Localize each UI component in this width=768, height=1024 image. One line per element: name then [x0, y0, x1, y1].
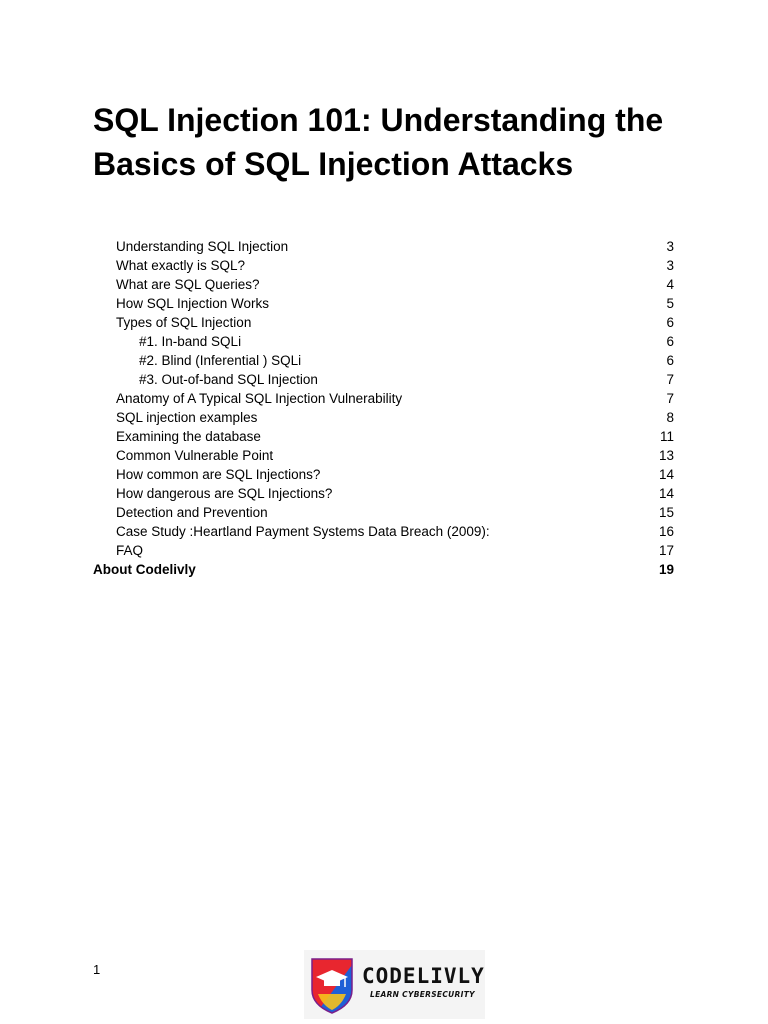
toc-entry[interactable] — [93, 446, 674, 465]
logo-wordmark: CODELIVLY — [362, 964, 485, 988]
toc-entry[interactable] — [93, 484, 674, 503]
toc-entry[interactable] — [93, 427, 674, 446]
toc-entry-page: 8 — [666, 410, 674, 425]
toc-entry-label: What exactly is SQL? — [116, 258, 246, 273]
toc-entry-page: 19 — [658, 562, 674, 577]
toc-entry-page: 6 — [666, 353, 674, 368]
toc-entry-page: 5 — [666, 296, 674, 311]
toc-entry[interactable] — [93, 332, 674, 351]
toc-entry-label: Case Study :Heartland Payment Systems Data Breach (2009): — [116, 524, 490, 539]
toc-entry[interactable] — [93, 370, 674, 389]
toc-entry-page: 16 — [658, 524, 674, 539]
toc-entry-label: Common Vulnerable Point — [116, 448, 274, 463]
toc-entry-page: 15 — [658, 505, 674, 520]
toc-entry-label: How common are SQL Injections? — [116, 467, 321, 482]
toc-entry-page: 13 — [658, 448, 674, 463]
toc-entry-page: 3 — [666, 258, 674, 273]
toc-entry-page: 4 — [666, 277, 674, 292]
toc-entry-page: 14 — [658, 467, 674, 482]
toc-entry[interactable] — [93, 237, 674, 256]
toc-entry-page: 14 — [658, 486, 674, 501]
toc-entry[interactable] — [93, 256, 674, 275]
toc-entry[interactable] — [93, 389, 674, 408]
toc-entry[interactable] — [93, 351, 674, 370]
toc-entry-label: #2. Blind (Inferential ) SQLi — [139, 353, 302, 368]
toc-entry-page: 6 — [666, 315, 674, 330]
toc-entry[interactable] — [93, 522, 674, 541]
toc-entry-label: #3. Out-of-band SQL Injection — [139, 372, 318, 387]
toc-entry-label: Anatomy of A Typical SQL Injection Vulnerability — [116, 391, 403, 406]
toc-entry-label: Detection and Prevention — [116, 505, 268, 520]
toc-entry[interactable] — [93, 503, 674, 522]
toc-entry-label: About Codelivly — [93, 562, 196, 577]
document-title: SQL Injection 101: Understanding the Basics of SQL Injection Attacks — [93, 102, 664, 182]
logo-tagline: LEARN CYBERSECURITY — [370, 990, 475, 999]
toc-entry-page: 3 — [666, 239, 674, 254]
toc-entry[interactable] — [93, 465, 674, 484]
table-of-contents — [93, 237, 674, 579]
toc-entry-label: Understanding SQL Injection — [116, 239, 289, 254]
toc-entry[interactable] — [93, 560, 674, 579]
toc-entry[interactable] — [93, 275, 674, 294]
toc-entry[interactable] — [93, 408, 674, 427]
toc-entry-page: 7 — [666, 372, 674, 387]
toc-entry-label: How dangerous are SQL Injections? — [116, 486, 333, 501]
toc-entry-page: 7 — [666, 391, 674, 406]
toc-entry[interactable] — [93, 541, 674, 560]
toc-entry-label: How SQL Injection Works — [116, 296, 270, 311]
toc-entry-label: Types of SQL Injection — [116, 315, 252, 330]
page-number: 1 — [93, 962, 101, 977]
toc-entry-label: FAQ — [116, 543, 144, 558]
toc-entry-page: 17 — [658, 543, 674, 558]
toc-entry-page: 11 — [659, 429, 674, 444]
toc-entry-label: What are SQL Queries? — [116, 277, 260, 292]
toc-entry-page: 6 — [666, 334, 674, 349]
codelivly-logo — [304, 950, 485, 1019]
toc-entry-label: #1. In-band SQLi — [139, 334, 242, 349]
toc-entry-label: Examining the database — [116, 429, 261, 444]
toc-entry[interactable] — [93, 294, 674, 313]
toc-entry-label: SQL injection examples — [116, 410, 258, 425]
toc-entry[interactable] — [93, 313, 674, 332]
